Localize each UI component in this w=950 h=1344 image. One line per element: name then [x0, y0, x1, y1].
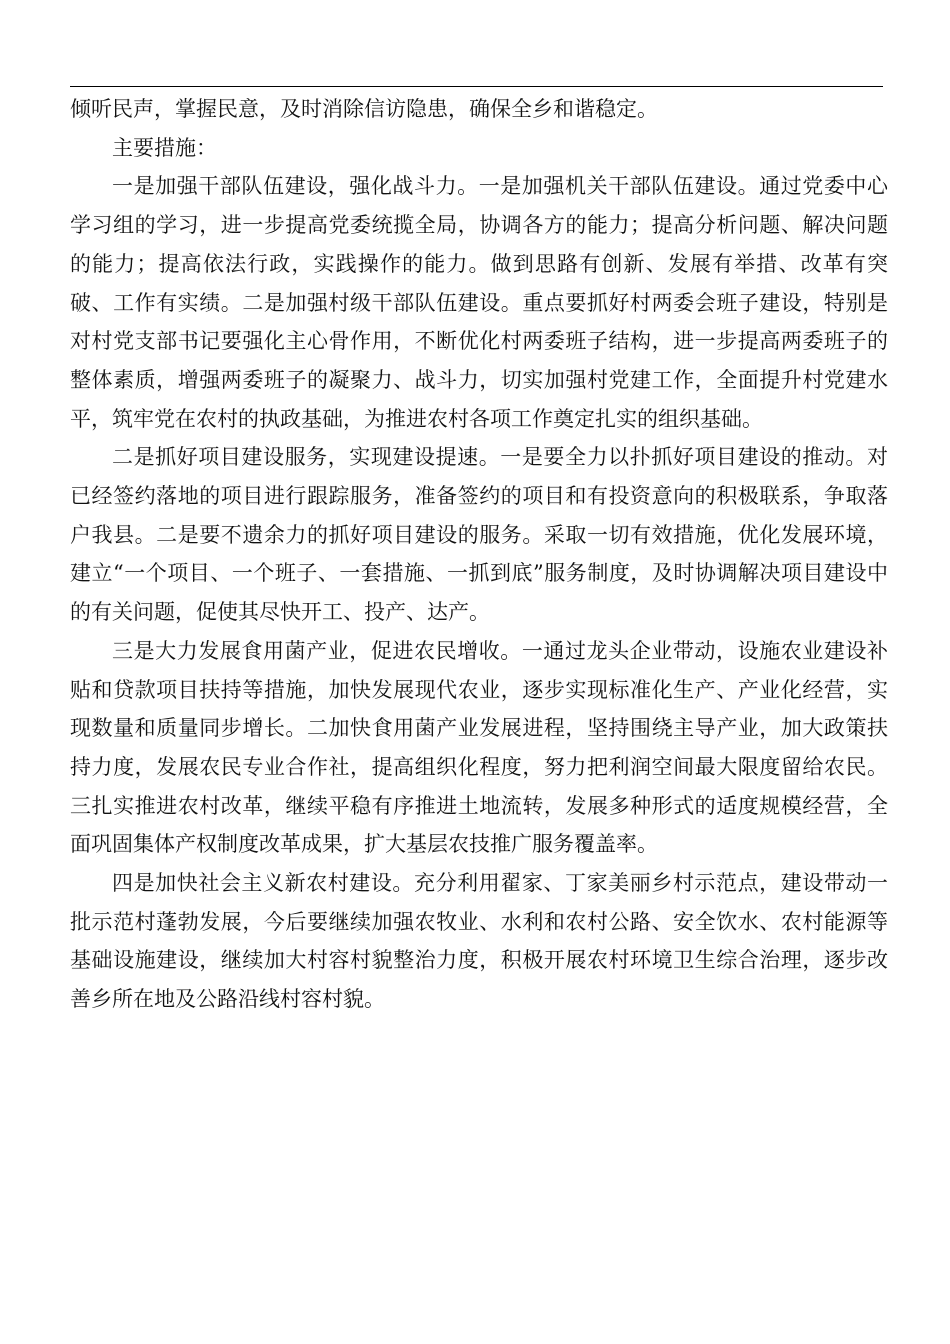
paragraph-edible-fungus-industry: 三是大力发展食用菌产业，促进农民增收。一通过龙头企业带动，设施农业建设补贴和贷款项目扶持等措施，加快发展现代农业，逐步实现标准化生产、产业化经营，实现数量和质量同步增长。二加快食用菌产业发展进程，坚持围绕主导产业，加大政策扶持力度，发展农民专业合作社，提高组织化程度，努力把利润空间最大限度留给农民。三扎实推进农村改革，继续平稳有序推进土地流转，发展多种形式的适度规模经营，全面巩固集体产权制度改革成果，扩大基层农技推广服务覆盖率。: [70, 638, 888, 857]
paragraph-project-construction: 二是抓好项目建设服务，实现建设提速。一是要全力以扑抓好项目建设的推动。对已经签约落地的项目进行跟踪服务，准备签约的项目和有投资意向的积极联系，争取落户我县。二是要不遗余力的抓好项目建设的服务。采取一切有效措施，优化发展环境，建立“一个项目、一个班子、一套措施、一抓到底”服务制度，及时协调解决项目建设中的有关问题，促使其尽快开工、投产、达产。: [70, 445, 888, 625]
paragraph-new-rural-construction: 四是加快社会主义新农村建设。充分利用翟家、丁家美丽乡村示范点，建设带动一批示范村蓬勃发展，今后要继续加强农牧业、水利和农村公路、安全饮水、农村能源等基础设施建设，继续加大村容村貌整治力度，积极开展农村环境卫生综合治理，逐步改善乡所在地及公路沿线村容村貌。: [70, 871, 888, 1012]
header-rule: [70, 86, 883, 87]
paragraph-cadre-team-building: 一是加强干部队伍建设，强化战斗力。一是加强机关干部队伍建设。通过党委中心学习组的学习，进一步提高党委统揽全局，协调各方的能力；提高分析问题、解决问题的能力；提高依法行政，实践操作的能力。做到思路有创新、发展有举措、改革有突破、工作有实绩。二是加强村级干部队伍建设。重点要抓好村两委会班子建设，特别是对村党支部书记要强化主心骨作用，不断优化村两委班子结构，进一步提高两委班子的整体素质，增强两委班子的凝聚力、战斗力，切实加强村党建工作，全面提升村党建水平，筑牢党在农村的执政基础，为推进农村各项工作奠定扎实的组织基础。: [70, 174, 888, 431]
paragraph-continuation: 倾听民声，掌握民意，及时消除信访隐患，确保全乡和谐稳定。: [70, 97, 658, 121]
paragraph-main-measures-heading: 主要措施：: [112, 135, 217, 160]
document-body: [70, 90, 888, 1019]
